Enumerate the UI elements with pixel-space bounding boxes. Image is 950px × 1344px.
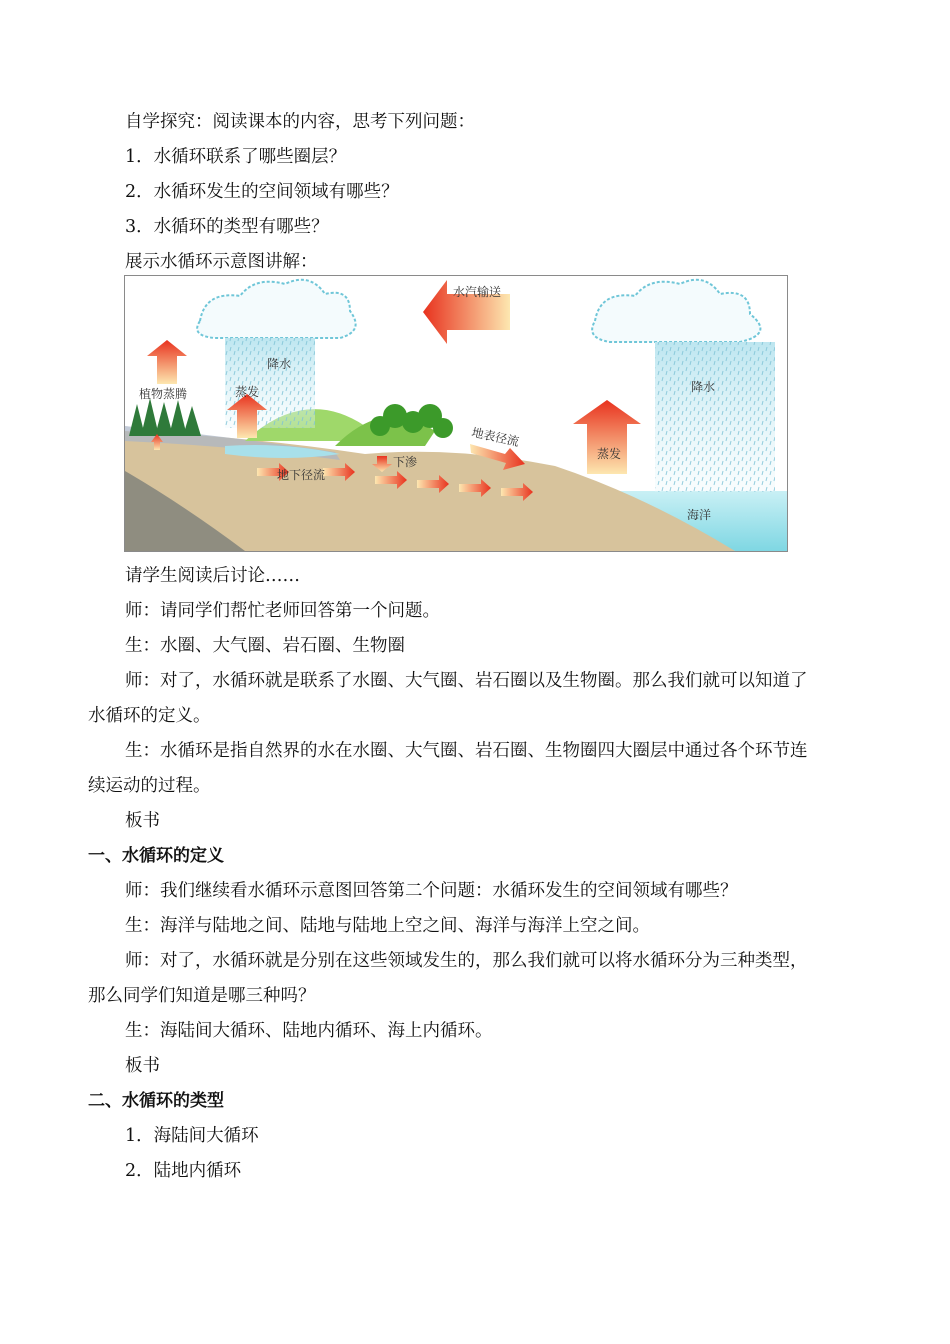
board-note-1: 板书 (125, 811, 160, 831)
label-ocean: 海洋 (687, 508, 712, 522)
student-answer-3: 生：海洋与陆地之间、陆地与陆地上空之间、海洋与海洋上空之间。 (125, 916, 650, 936)
evaporation-sea-arrow (573, 400, 641, 474)
transpiration-arrow (147, 340, 187, 384)
board-note-2: 板书 (125, 1056, 160, 1076)
label-infiltration: 下渗 (393, 455, 418, 469)
cloud-right (592, 280, 760, 342)
discussion-prompt: 请学生阅读后讨论…… (125, 566, 300, 586)
student-answer-1: 生：水圈、大气圈、岩石圈、生物圈 (125, 636, 405, 656)
label-precipitation-land: 降水 (267, 357, 292, 371)
teacher-remark-3-line1: 师：对了，水循环就是分别在这些领域发生的，那么我们就可以将水循环分为三种类型， (125, 951, 808, 971)
intro-text: 自学探究：阅读课本的内容，思考下列问题： (125, 112, 475, 132)
cloud-left (197, 280, 355, 338)
student-answer-2-line1: 生：水循环是指自然界的水在水圈、大气圈、岩石圈、生物圈四大圈层中通过各个环节连 (125, 741, 808, 761)
label-transpiration: 植物蒸腾 (139, 387, 188, 401)
section-heading-2: 二、水循环的类型 (88, 1091, 224, 1111)
question-2: 2．水循环发生的空间领域有哪些？ (125, 182, 399, 202)
forest-left (129, 398, 201, 436)
label-evaporation-sea: 蒸发 (597, 447, 622, 461)
student-answer-4: 生：海陆间大循环、陆地内循环、海上内循环。 (125, 1021, 493, 1041)
label-vapor-transport: 水汽输送 (453, 285, 502, 299)
diagram-caption: 展示水循环示意图讲解： (125, 252, 318, 272)
teacher-remark-1-line1: 师：对了，水循环就是联系了水圈、大气圈、岩石圈以及生物圈。那么我们就可以知道了 (125, 671, 808, 691)
water-cycle-diagram (124, 275, 788, 552)
teacher-remark-1-line2: 水循环的定义。 (88, 706, 211, 726)
question-3: 3．水循环的类型有哪些？ (125, 217, 329, 237)
teacher-question-1: 师：请同学们帮忙老师回答第一个问题。 (125, 601, 440, 621)
label-evaporation-land: 蒸发 (235, 385, 260, 399)
student-answer-2-line2: 续运动的过程。 (88, 776, 211, 796)
label-surface-runoff: 地表径流 (470, 425, 521, 449)
label-groundwater-runoff: 地下径流 (277, 468, 326, 482)
teacher-remark-3-line2: 那么同学们知道是哪三种吗？ (88, 986, 316, 1006)
section-heading-1: 一、水循环的定义 (88, 846, 224, 866)
type-item-1: 1．海陆间大循环 (125, 1126, 259, 1146)
type-item-2: 2．陆地内循环 (125, 1161, 242, 1181)
question-1: 1．水循环联系了哪些圈层？ (125, 147, 347, 167)
label-precipitation-sea: 降水 (691, 380, 716, 394)
teacher-question-2: 师：我们继续看水循环示意图回答第二个问题：水循环发生的空间领域有哪些？ (125, 881, 738, 901)
